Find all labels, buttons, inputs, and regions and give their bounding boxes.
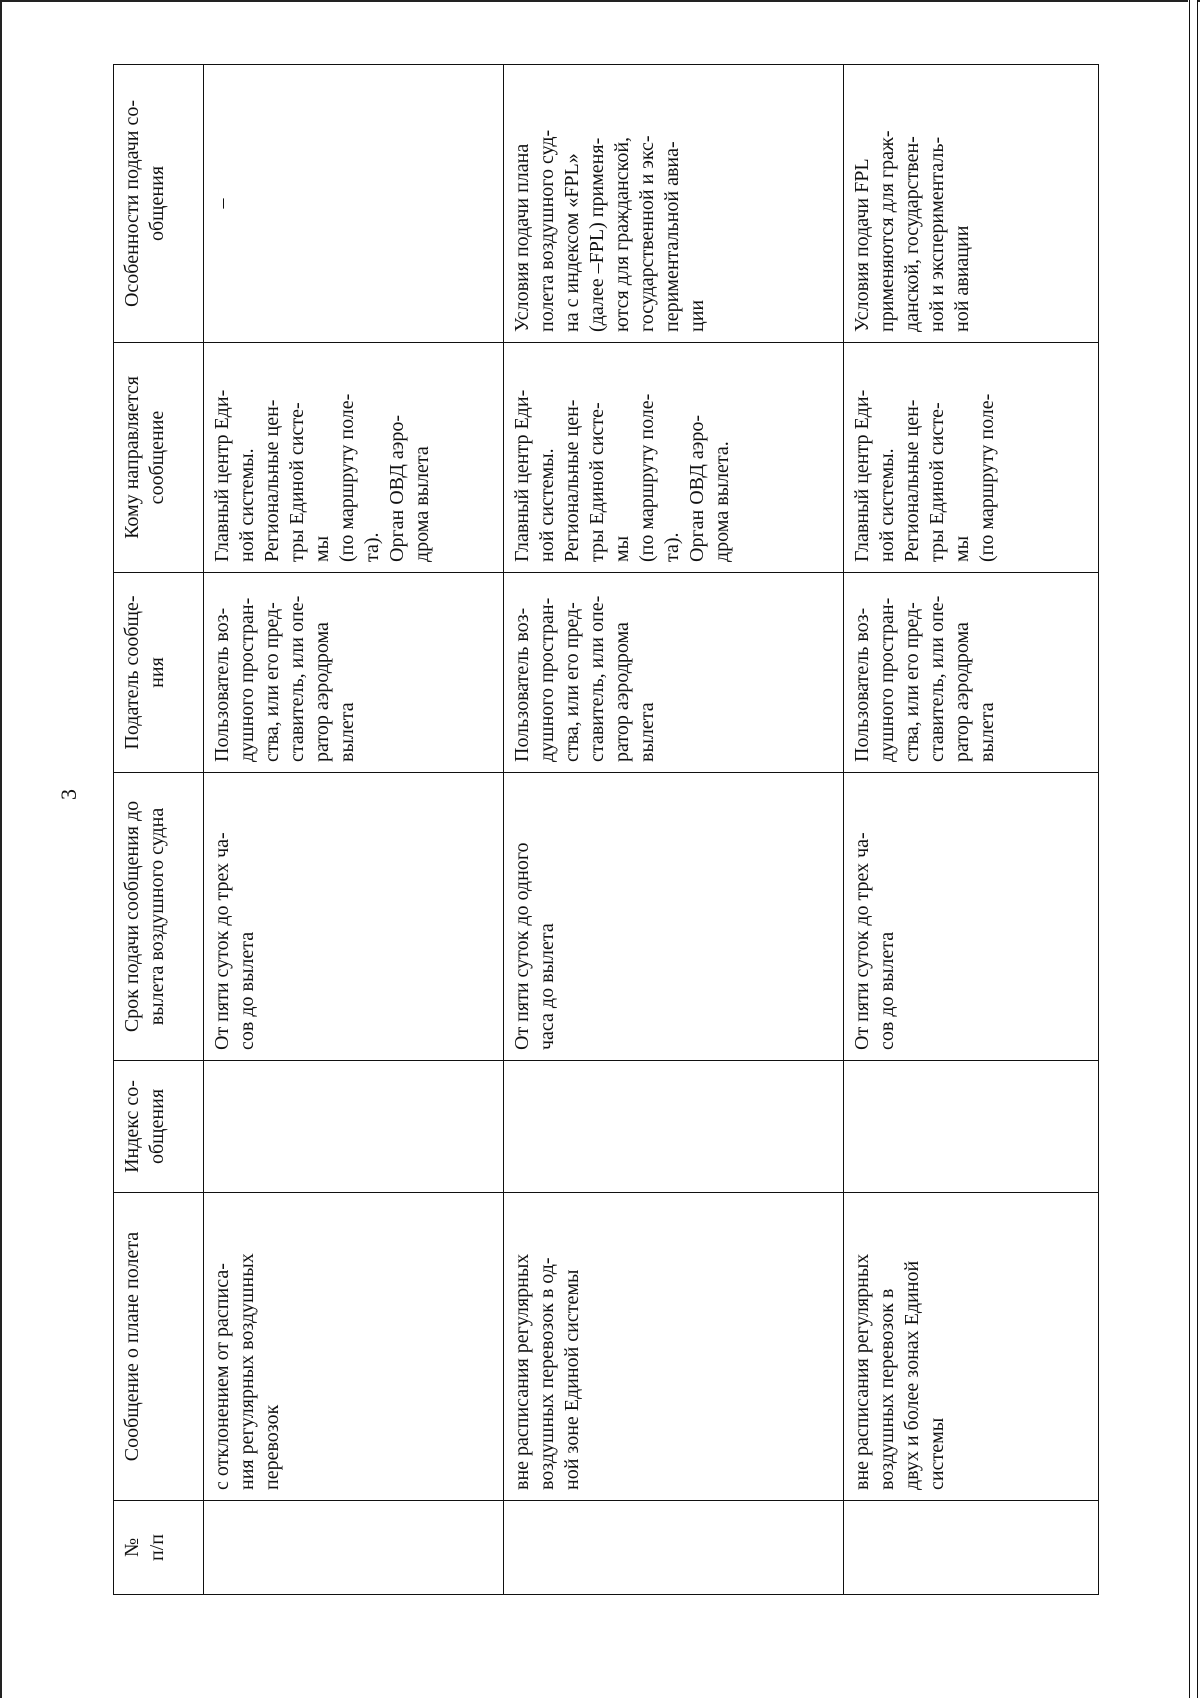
table-row (204, 65, 504, 1595)
page-number: 3 (56, 789, 81, 800)
cell-index (844, 1061, 1099, 1193)
header-recipient: Кому направляется сообщение (114, 343, 204, 573)
cell-index (204, 1061, 504, 1193)
scan-edge-top (0, 0, 1200, 2)
scan-edge-left (0, 0, 2, 1698)
header-num: № п/п (114, 1501, 204, 1595)
cell-deadline: От пяти суток до трех ча- сов до вылета (844, 773, 1099, 1061)
table-row (844, 65, 1099, 1595)
cell-num (504, 1501, 844, 1595)
table-header-row (114, 65, 204, 1595)
header-message: Сообщение о плане полета (114, 1193, 204, 1501)
cell-submitter: Пользователь воз- душного простран- ства, или его пред- ставитель, или опе- ратор аэродрома вылета (204, 573, 504, 773)
cell-deadline: От пяти суток до одного часа до вылета (504, 773, 844, 1061)
flight-plan-table (113, 64, 1099, 1595)
header-submitter: Податель сообще- ния (114, 573, 204, 773)
cell-num (204, 1501, 504, 1595)
cell-recipient: Главный центр Еди- ной системы. Региональные цен- тры Единой систе- мы (по маршруту поле- та). Орган ОВД аэро- дрома вылета. (504, 343, 844, 573)
cell-index (504, 1061, 844, 1193)
cell-recipient: Главный центр Еди- ной системы. Региональные цен- тры Единой систе- мы (по маршруту поле- та). Орган ОВД аэро- дрома вылета (204, 343, 504, 573)
cell-message: с отклонением от расписа- ния регулярных воздушных перевозок (204, 1193, 504, 1501)
cell-features: – (204, 65, 504, 343)
cell-message: вне расписания регулярных воздушных перевозок в од- ной зоне Единой системы (504, 1193, 844, 1501)
cell-num (844, 1501, 1099, 1595)
header-features: Особенности подачи со- общения (114, 65, 204, 343)
table-row (504, 65, 844, 1595)
cell-message: вне расписания регулярных воздушных перевозок в двух и более зонах Единой системы (844, 1193, 1099, 1501)
cell-features: Условия подачи FPL применяются для граж- данской, государствен- ной и эксперименталь- ной авиации (844, 65, 1099, 343)
header-deadline: Срок подачи сообщения до вылета воздушного судна (114, 773, 204, 1061)
cell-deadline: От пяти суток до трех ча- сов до вылета (204, 773, 504, 1061)
header-index: Индекс со- общения (114, 1061, 204, 1193)
cell-recipient: Главный центр Еди- ной системы. Региональные цен- тры Единой систе- мы (по маршруту поле- (844, 343, 1099, 573)
cell-features: Условия подачи плана полета воздушного суд- на с индексом «FPL» (далее –FPL) применя- ются для гражданской, государственной и экс- периментальной авиа- ции (504, 65, 844, 343)
scan-edge-right (1188, 0, 1198, 1698)
cell-submitter: Пользователь воз- душного простран- ства, или его пред- ставитель, или опе- ратор аэродрома вылета (504, 573, 844, 773)
cell-submitter: Пользователь воз- душного простран- ства, или его пред- ставитель, или опе- ратор аэродрома вылета (844, 573, 1099, 773)
rotated-table-container (113, 65, 1098, 1595)
